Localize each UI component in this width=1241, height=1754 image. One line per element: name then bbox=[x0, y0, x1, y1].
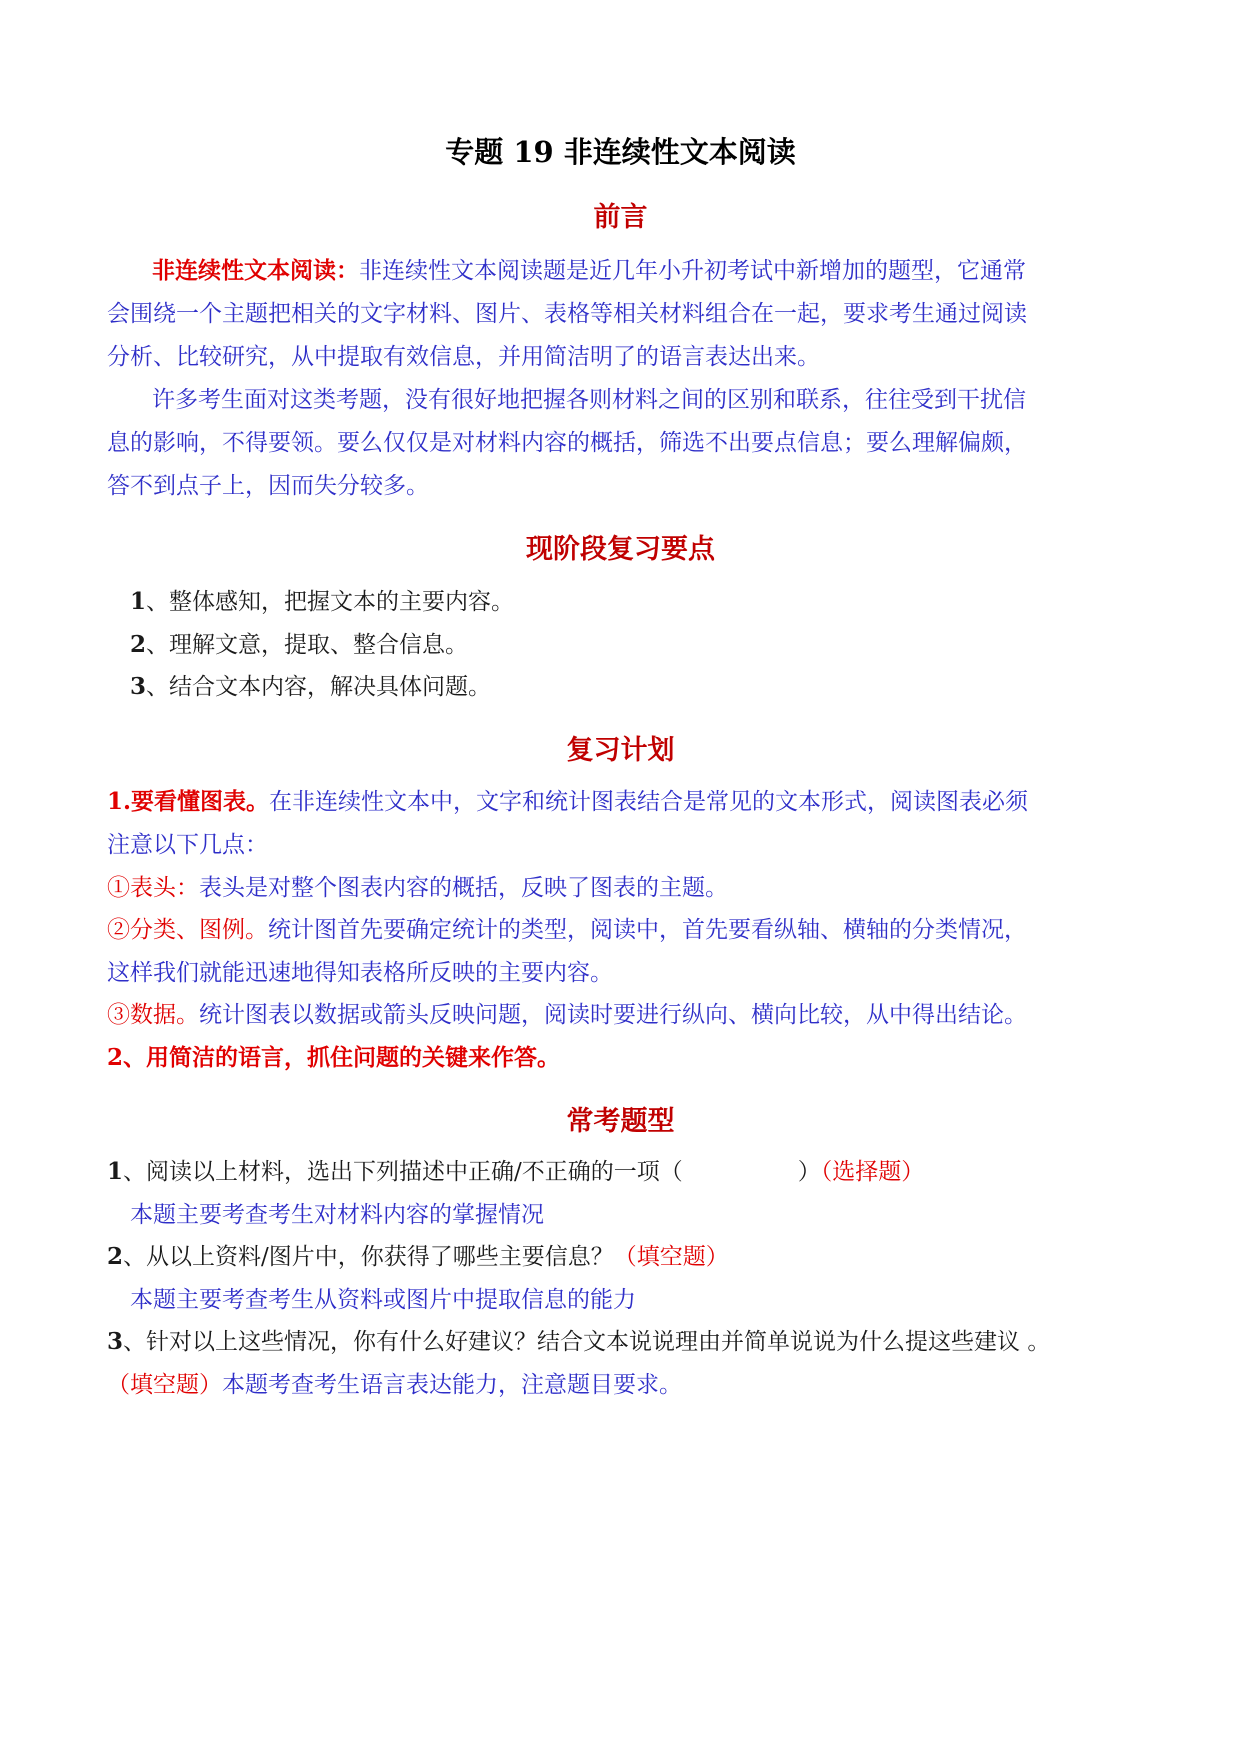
preface-paragraph-1-line-2: 会围绕一个主题把相关的文字材料、图片、表格等相关材料组合在一起，要求考生通过阅读 bbox=[107, 301, 1027, 327]
question-1 bbox=[107, 1157, 924, 1187]
plan-sub-3 bbox=[107, 1000, 1027, 1030]
preface-text: 非连续性文本阅读题是近几年小升初考试中新增加的题型，它通常 bbox=[359, 258, 1026, 284]
plan-sub-2-text: 统计图首先要确定统计的类型，阅读中，首先要看纵轴、横轴的分类情况， bbox=[268, 917, 1027, 943]
item-text: 、整体感知，把握文本的主要内容。 bbox=[146, 589, 515, 615]
preface-label: 非连续性文本阅读： bbox=[152, 257, 359, 284]
plan-sub-1-label: ①表头： bbox=[107, 875, 199, 901]
question-number: 2 bbox=[107, 1243, 124, 1270]
plan-heading: 复习计划 bbox=[566, 735, 675, 766]
plan-sub-3-text: 统计图表以数据或箭头反映问题，阅读时要进行纵向、横向比较，从中得出结论。 bbox=[199, 1002, 1027, 1028]
question-type-tag: （选择题） bbox=[820, 1159, 925, 1185]
question-3-note: 本题考查考生语言表达能力，注意题目要求。 bbox=[222, 1372, 682, 1398]
question-number: 3 bbox=[107, 1328, 124, 1355]
plan-item-1-line-2: 注意以下几点： bbox=[107, 832, 268, 858]
question-2-note: 本题主要考查考生从资料或图片中提取信息的能力 bbox=[130, 1287, 636, 1313]
plan-sub-2-line-2: 这样我们就能迅速地得知表格所反映的主要内容。 bbox=[107, 960, 613, 986]
question-3 bbox=[107, 1327, 1050, 1357]
plan-sub-2-label: ②分类、图例。 bbox=[107, 917, 268, 943]
plan-item-1-text: 在非连续性文本中，文字和统计图表结合是常见的文本形式，阅读图表必须 bbox=[269, 789, 1029, 815]
question-type-tag: （填空题） bbox=[613, 1244, 729, 1270]
question-2 bbox=[107, 1242, 729, 1272]
preface-paragraph-2-line-1: 许多考生面对这类考题，没有很好地把握各则材料之间的区别和联系，往往受到干扰信 bbox=[152, 387, 1026, 413]
page-title: 专题 19 非连续性文本阅读 bbox=[445, 135, 796, 169]
question-types-heading: 常考题型 bbox=[566, 1106, 675, 1137]
plan-sub-2-line-1 bbox=[107, 915, 1027, 945]
question-3-note-line bbox=[107, 1370, 682, 1400]
question-1-note: 本题主要考查考生对材料内容的掌握情况 bbox=[130, 1202, 544, 1228]
preface-paragraph-1-line-1 bbox=[152, 256, 1026, 286]
plan-item-1-line-1 bbox=[107, 787, 1028, 817]
question-text: 、从以上资料/图片中，你获得了哪些主要信息？ bbox=[123, 1244, 614, 1270]
preface-paragraph-1-line-3: 分析、比较研究，从中提取有效信息，并用简洁明了的语言表达出来。 bbox=[107, 344, 820, 370]
item-text: 、结合文本内容，解决具体问题。 bbox=[146, 674, 492, 700]
item-text: 、理解文意，提取、整合信息。 bbox=[146, 632, 469, 658]
plan-item-1-label: 1.要看懂图表。 bbox=[107, 788, 270, 815]
question-text: 、阅读以上材料，选出下列描述中正确/不正确的一项（ ） bbox=[123, 1159, 821, 1185]
preface-paragraph-2-line-2: 息的影响，不得要领。要么仅仅是对材料内容的概括，筛选不出要点信息；要么理解偏颇， bbox=[107, 430, 1027, 456]
item-number: 3 bbox=[130, 673, 147, 700]
key-point-item bbox=[130, 672, 491, 702]
question-number: 1 bbox=[107, 1158, 124, 1185]
preface-heading: 前言 bbox=[593, 202, 648, 233]
question-text: 、针对以上这些情况，你有什么好建议？结合文本说说理由并简单说说为什么提这些建议 。 bbox=[123, 1329, 1051, 1355]
plan-sub-1-text: 表头是对整个图表内容的概括，反映了图表的主题。 bbox=[199, 875, 728, 901]
preface-paragraph-2-line-3: 答不到点子上，因而失分较多。 bbox=[107, 473, 429, 499]
plan-item-2: 2、用简洁的语言，抓住问题的关键来作答。 bbox=[107, 1044, 561, 1071]
item-number: 2 bbox=[130, 631, 147, 658]
key-point-item bbox=[130, 587, 514, 617]
item-number: 1 bbox=[130, 588, 147, 615]
question-type-tag: （填空题） bbox=[107, 1372, 222, 1398]
key-points-heading: 现阶段复习要点 bbox=[526, 534, 715, 565]
plan-sub-3-label: ③数据。 bbox=[107, 1002, 199, 1028]
plan-sub-1 bbox=[107, 873, 728, 903]
key-point-item bbox=[130, 630, 468, 660]
